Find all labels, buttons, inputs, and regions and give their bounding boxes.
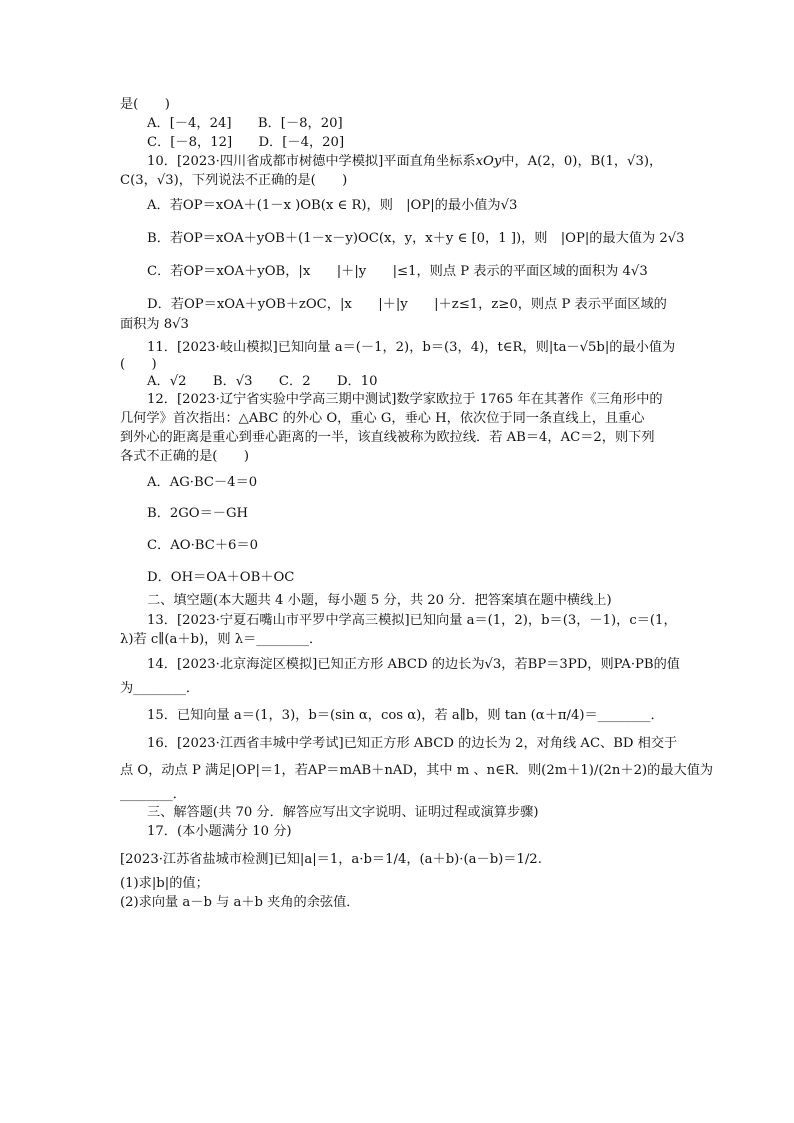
question-16-line-3: ________． <box>120 787 186 802</box>
question-12-option-b: B．2GO＝－GH <box>147 506 249 521</box>
question-10-option-b: B．若OP＝xOA＋yOB＋(1－x－y)OC(x，y，x＋y ∈ [0，1 ])，则 |OP|的最大值为 2√3 <box>147 231 685 246</box>
section-2-heading: 二、填空题(本大题共 4 小题，每小题 5 分，共 20 分．把答案填在题中横线上) <box>147 593 612 608</box>
question-10-option-d-line-1: D．若OP＝xOA＋yOB＋zOC，|x |＋|y |＋z≤1，z≥0，则点 P 表示平面区域的 <box>147 297 667 312</box>
question-14-line-2: 为________． <box>120 681 200 696</box>
question-12-line-2: 几何学》首次指出：△ABC 的外心 O，重心 G，垂心 H，依次位于同一条直线上，且重心 <box>120 411 645 426</box>
question-12-option-c: C．AO·BC＋6＝0 <box>147 538 258 553</box>
section-3-heading: 三、解答题(共 70 分．解答应写出文字说明、证明过程或演算步骤) <box>147 805 539 820</box>
question-11-options: A．√2 B．√3 C．2 D．10 <box>147 374 378 389</box>
question-13-line-1: 13．[2023·宁夏石嘴山市平罗中学高三模拟]已知向量 a＝(1，2)，b＝(3，－1)，c＝(1， <box>147 613 677 628</box>
question-9-options-cd: C．[－8，12] D．[－4，20] <box>147 135 345 150</box>
question-9-options-ab: A．[－4，24] B．[－8，20] <box>147 116 343 131</box>
question-12-line-3: 到外心的距离是重心到垂心距离的一半，该直线被称为欧拉线．若 AB＝4，AC＝2，则下列 <box>120 430 655 445</box>
question-10-line-1: 10．[2023·四川省成都市树德中学模拟]平面直角坐标系xOy中，A(2，0)，B(1，√3)， <box>147 154 663 169</box>
question-17-stem: [2023·江苏省盐城市检测]已知|a|＝1，a·b＝1/4，(a＋b)·(a－b)＝1/2. <box>120 852 542 867</box>
question-15: 15．已知向量 a＝(1，3)，b＝(sin α，cos α)，若 a∥b，则 tan (α＋π/4)＝________． <box>147 708 664 723</box>
question-10-option-c: C．若OP＝xOA＋yOB，|x |＋|y |≤1，则点 P 表示的平面区域的面积为 4√3 <box>147 264 648 279</box>
question-12-option-a: A．AG·BC－4＝0 <box>147 475 258 490</box>
question-17-part-1: (1)求|b|的值； <box>120 876 209 891</box>
question-17-heading: 17．(本小题满分 10 分) <box>147 824 292 839</box>
question-10-option-d-line-2: 面积为 8√3 <box>120 317 189 332</box>
question-11-line-1: 11．[2023·岐山模拟]已知向量 a＝(－1，2)，b＝(3，4)，t∈R，则|ta－√5b|的最小值为 <box>147 340 676 355</box>
question-12-line-4: 各式不正确的是( ) <box>120 449 249 464</box>
question-12-option-d: D．OH＝OA＋OB＋OC <box>147 570 295 585</box>
question-12-line-1: 12．[2023·辽宁省实验中学高三期中测试]数学家欧拉于 1765 年在其著作《三角形中的 <box>147 392 663 407</box>
question-10-line-2: C(3，√3)，下列说法不正确的是( ) <box>120 173 348 188</box>
question-17-part-2: (2)求向量 a－b 与 a＋b 夹角的余弦值． <box>120 895 360 910</box>
question-16-line-2: 点 O，动点 P 满足|OP|＝1，若AP＝mAB＋nAD，其中 m 、n∈R．则(2m＋1)/(2n＋2)的最大值为 <box>120 763 714 778</box>
question-13-line-2: λ)若 c∥(a＋b)，则 λ＝________． <box>120 632 323 647</box>
question-10-option-a: A．若OP＝xOA＋(1－x )OB(x ∈ R)，则 |OP|的最小值为√3 <box>147 198 518 213</box>
question-16-line-1: 16．[2023·江西省丰城中学考试]已知正方形 ABCD 的边长为 2，对角线 AC、BD 相交于 <box>147 736 678 751</box>
question-14-line-1: 14．[2023·北京海淀区模拟]已知正方形 ABCD 的边长为√3，若BP＝3PD，则PA·PB的值 <box>147 657 680 672</box>
question-11-line-2: ( ) <box>120 357 157 372</box>
question-9-stem-end: 是( ) <box>120 97 170 112</box>
